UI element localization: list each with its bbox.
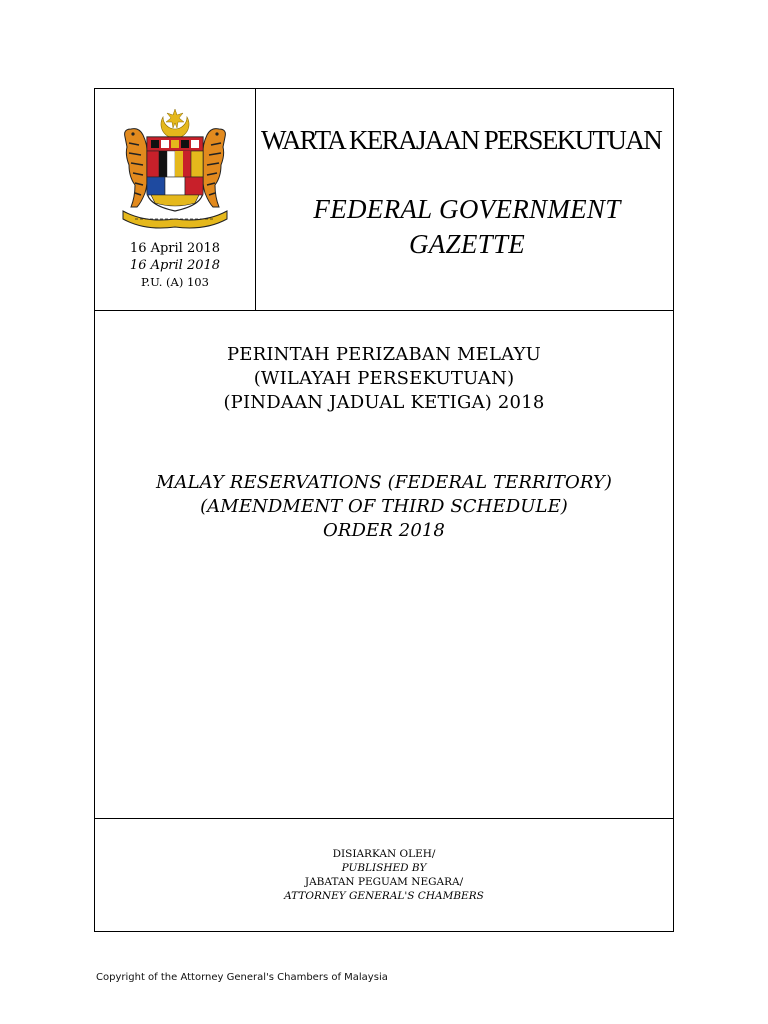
order-title-en — [95, 471, 673, 543]
copyright-notice: Copyright of the Attorney General's Chambers of Malaysia — [96, 972, 388, 983]
gazette-header — [95, 89, 673, 311]
publisher-name-ms: JABATAN PEGUAM NEGARA/ — [304, 876, 464, 888]
publisher-name-en: ATTORNEY GENERAL'S CHAMBERS — [284, 890, 484, 902]
order-title-ms-line: PERINTAH PERIZABAN MELAYU — [226, 344, 542, 365]
gazette-title-en-line: FEDERAL GOVERNMENT — [313, 194, 621, 224]
issue-date-en: 16 April 2018 — [129, 258, 221, 273]
crest-and-date-cell — [95, 89, 256, 310]
published-by-en: PUBLISHED BY — [341, 862, 427, 874]
order-title-ms-line: (WILAYAH PERSEKUTUAN) — [253, 368, 515, 389]
order-title-ms — [95, 343, 673, 415]
gazette-title-en-line: GAZETTE — [408, 229, 526, 259]
gazette-reference: P.U. (A) 103 — [141, 275, 209, 289]
order-title-ms-line: (PINDAAN JADUAL KETIGA) 2018 — [223, 392, 545, 413]
publisher-footer — [95, 818, 673, 932]
malaysia-coat-of-arms-icon — [115, 107, 235, 237]
order-title-en-line: (AMENDMENT OF THIRD SCHEDULE) — [200, 496, 568, 517]
issue-date-block — [95, 240, 255, 291]
gazette-cover-frame — [94, 88, 674, 932]
gazette-title-en — [261, 192, 673, 262]
order-title-en-line: ORDER 2018 — [323, 520, 445, 541]
published-by-ms: DISIARKAN OLEH/ — [332, 848, 436, 860]
order-title-en-line: MALAY RESERVATIONS (FEDERAL TERRITORY) — [155, 472, 613, 493]
gazette-title-ms: WARTA KERAJAAN PERSEKUTUAN — [261, 125, 662, 155]
issue-date-ms: 16 April 2018 — [129, 241, 221, 256]
publisher-block — [95, 847, 673, 903]
